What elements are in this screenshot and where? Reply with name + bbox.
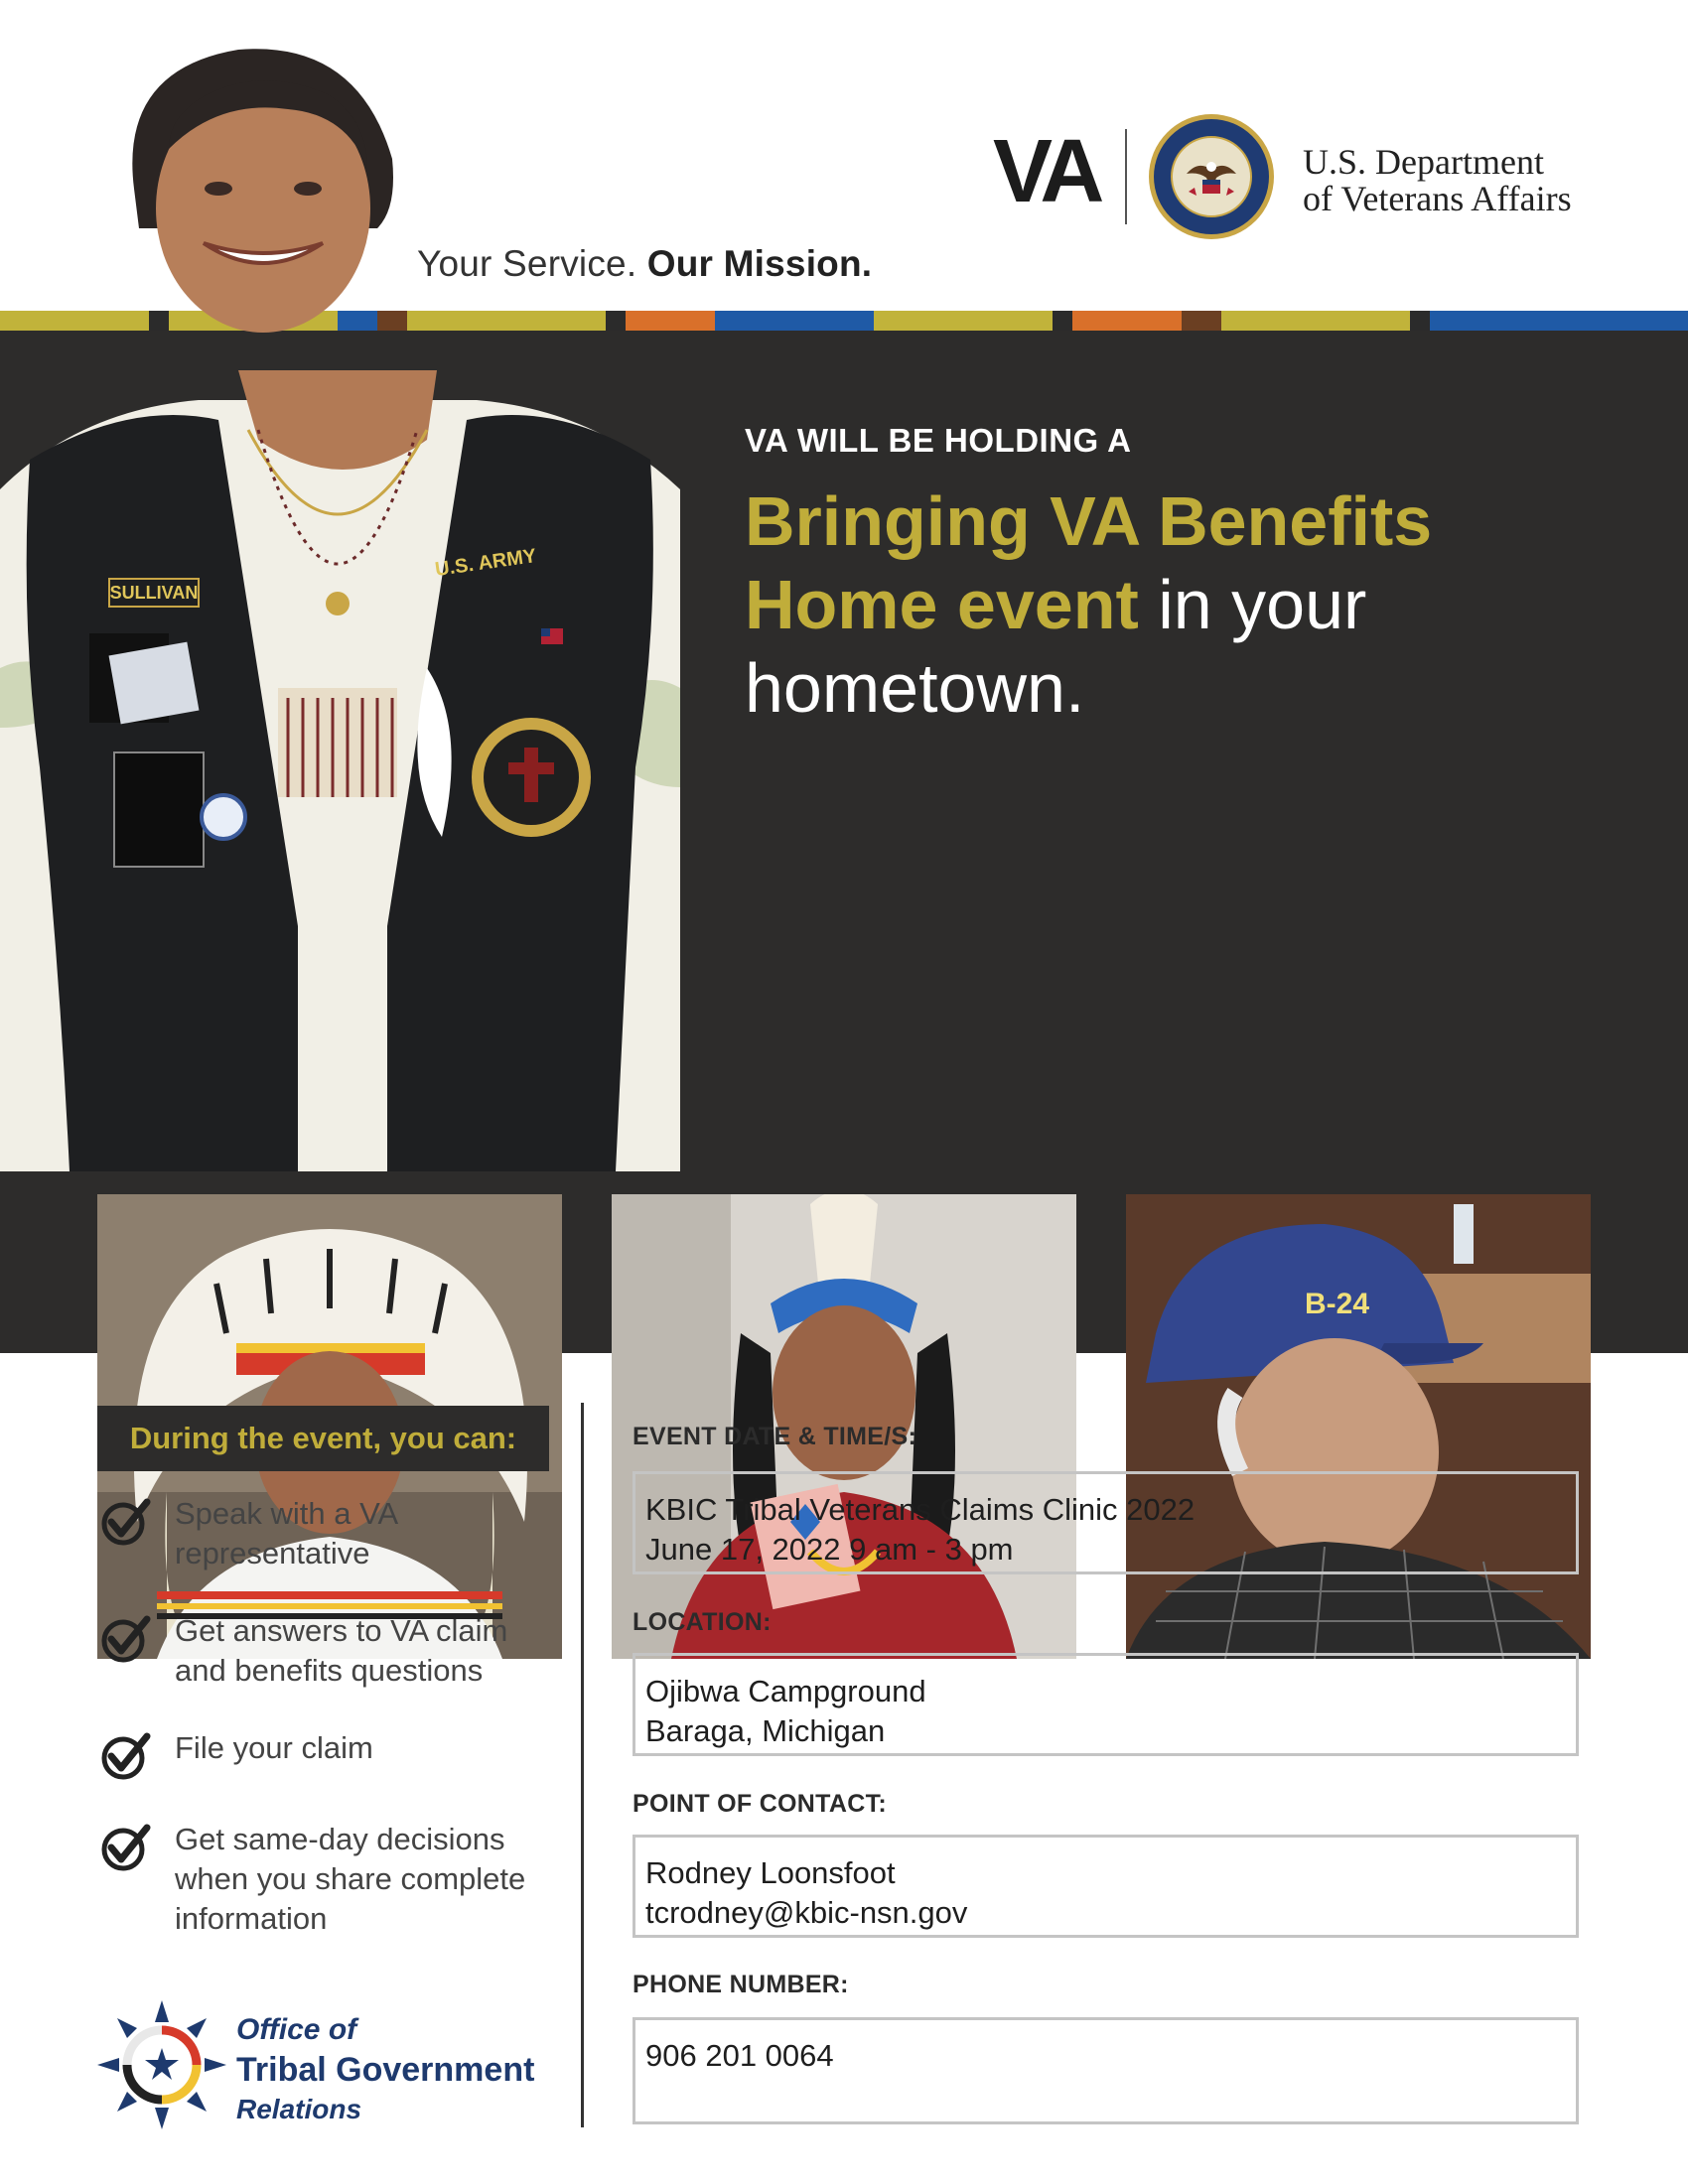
stripe-segment [715,311,874,331]
list-item: Get answers to VA claim and benefits questions [99,1611,566,1691]
stripe-segment [1410,311,1430,331]
va-seal-icon [1147,112,1276,241]
stripe-segment [1430,311,1688,331]
phone-field: 906 201 0064 [633,2017,1579,2124]
check-icon [99,1730,151,1782]
photo-veteran-cap [1126,1194,1591,1659]
department-name [1303,144,1572,217]
cap-text: B-24 [1305,1288,1370,1320]
hero-text [745,422,1638,730]
list-item: Get same-day decisions when you share complete information [99,1820,566,1939]
hero-kicker: VA WILL BE HOLDING A [745,422,1132,459]
stripe-segment [874,311,1053,331]
event-date-field: KBIC Tribal Veterans Claims Clinic 2022 June 17, 2022 9 am - 3 pm [633,1471,1579,1574]
during-heading: During the event, you can: [97,1406,549,1471]
benefits-checklist [99,1494,566,1939]
hero-veteran-photo [0,370,680,1171]
hero-veteran-head [99,40,417,338]
headline-highlight-2: Home event [745,566,1139,643]
location-field: Ojibwa Campground Baraga, Michigan [633,1653,1579,1756]
location-label: LOCATION: [633,1608,772,1636]
stripe-segment [626,311,715,331]
contact-label: POINT OF CONTACT: [633,1790,888,1818]
event-date-label: EVENT DATE & TIME/S: [633,1423,917,1450]
department-line-1: U.S. Department [1303,142,1544,182]
check-icon [99,1613,151,1665]
phone-label: PHONE NUMBER: [633,1971,849,1998]
check-icon [99,1822,151,1873]
stripe-segment [606,311,626,331]
headline-highlight-1: Bringing VA Benefits [745,482,1433,560]
headline-rest-2: hometown. [745,649,1085,727]
column-divider [581,1403,584,2127]
tribal-star-logo-icon [97,2000,226,2129]
list-item: Speak with a VA representative [99,1494,566,1573]
stripe-segment [1182,311,1221,331]
vest-army-patch: U.S. ARMY [433,545,538,582]
stripe-segment [407,311,606,331]
headline-rest-1: in your [1138,566,1367,643]
list-item: File your claim [99,1728,566,1782]
otgr-name: Office of Tribal Government Relations [236,2013,535,2124]
contact-field: Rodney Loonsfoot tcrodney@kbic-nsn.gov [633,1835,1579,1938]
hero-panel [0,331,1688,1353]
stripe-segment [1053,311,1072,331]
tagline-bold: Our Mission. [646,243,873,284]
hero-headline [745,479,1638,730]
check-icon [99,1496,151,1548]
stripe-segment [1072,311,1182,331]
department-line-2: of Veterans Affairs [1303,179,1572,218]
vest-name-patch: SULLIVAN [109,583,199,603]
va-logo: VA [993,122,1099,221]
tagline: Your Service. Our Mission. [417,243,873,284]
logo-divider [1125,129,1127,224]
stripe-segment [1221,311,1410,331]
